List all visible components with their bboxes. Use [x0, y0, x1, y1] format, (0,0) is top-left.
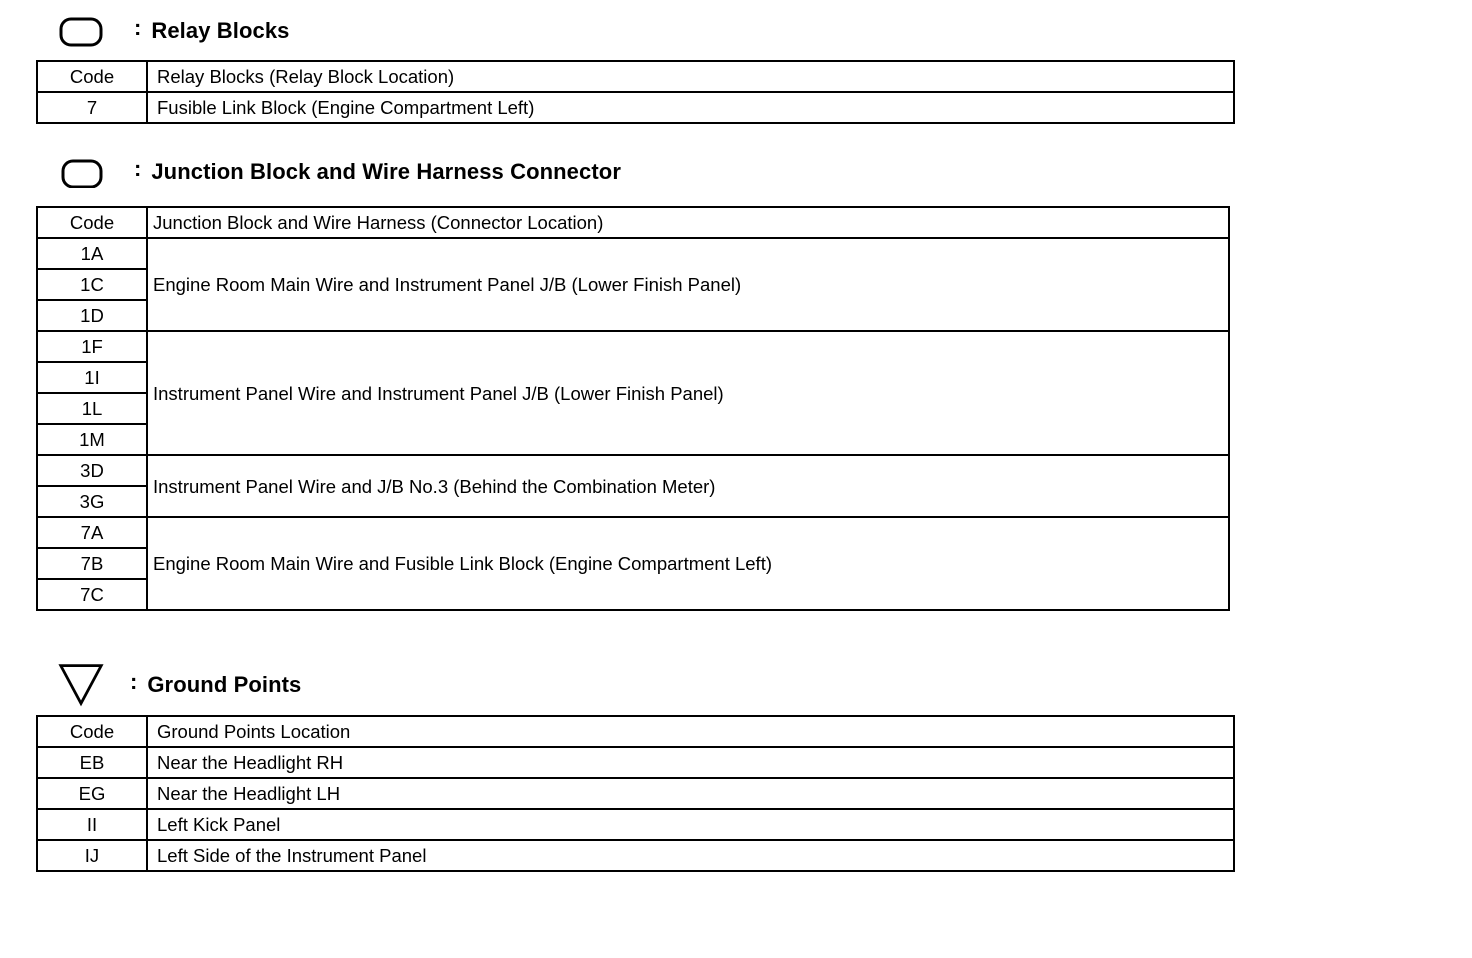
- table-header-row: [37, 207, 1229, 238]
- location-cell: Near the Headlight LH: [147, 778, 1234, 809]
- relay-blocks-heading: [58, 11, 290, 51]
- code-header: Code: [37, 207, 147, 238]
- table-row: [37, 331, 1229, 362]
- code-cell: 1A: [37, 238, 147, 269]
- table-row: [37, 238, 1229, 269]
- section-title: Relay Blocks: [151, 18, 290, 43]
- rounded-rectangle-icon: [58, 156, 104, 188]
- code-cell: 1C: [37, 269, 147, 300]
- location-header: Ground Points Location: [147, 716, 1234, 747]
- heading-colon: :: [134, 15, 142, 40]
- table-row: [37, 455, 1229, 486]
- code-cell: 1D: [37, 300, 147, 331]
- location-cell: Instrument Panel Wire and J/B No.3 (Behind the Combination Meter): [147, 455, 1229, 517]
- code-header: Code: [37, 716, 147, 747]
- ground-points-heading: [58, 660, 301, 710]
- rounded-rectangle-icon: [58, 15, 104, 47]
- code-cell: EG: [37, 778, 147, 809]
- code-cell: 1I: [37, 362, 147, 393]
- location-cell: Left Side of the Instrument Panel: [147, 840, 1234, 871]
- location-cell: Instrument Panel Wire and Instrument Panel J/B (Lower Finish Panel): [147, 331, 1229, 455]
- location-cell: Engine Room Main Wire and Instrument Panel J/B (Lower Finish Panel): [147, 238, 1229, 331]
- heading-colon: :: [134, 156, 142, 181]
- location-cell: Fusible Link Block (Engine Compartment Left): [147, 92, 1234, 123]
- location-header: Relay Blocks (Relay Block Location): [147, 61, 1234, 92]
- code-cell: 1L: [37, 393, 147, 424]
- code-cell: EB: [37, 747, 147, 778]
- heading-colon: :: [130, 669, 138, 694]
- table-row: [37, 92, 1234, 123]
- table-row: [37, 840, 1234, 871]
- code-cell: 3G: [37, 486, 147, 517]
- section-title: Junction Block and Wire Harness Connector: [151, 159, 621, 184]
- table-header-row: [37, 61, 1234, 92]
- location-header: Junction Block and Wire Harness (Connector Location): [147, 207, 1229, 238]
- junction-block-table: [36, 206, 1230, 611]
- table-row: [37, 747, 1234, 778]
- code-cell: 1M: [37, 424, 147, 455]
- table-header-row: [37, 716, 1234, 747]
- code-cell: 7B: [37, 548, 147, 579]
- location-cell: Near the Headlight RH: [147, 747, 1234, 778]
- code-cell: 7: [37, 92, 147, 123]
- table-row: [37, 809, 1234, 840]
- junction-block-heading: [58, 152, 621, 192]
- code-cell: IJ: [37, 840, 147, 871]
- code-header: Code: [37, 61, 147, 92]
- down-triangle-icon: [58, 660, 104, 710]
- table-row: [37, 778, 1234, 809]
- code-cell: 3D: [37, 455, 147, 486]
- relay-blocks-table: [36, 60, 1235, 124]
- code-cell: II: [37, 809, 147, 840]
- location-cell: Engine Room Main Wire and Fusible Link Block (Engine Compartment Left): [147, 517, 1229, 610]
- location-cell: Left Kick Panel: [147, 809, 1234, 840]
- section-title: Ground Points: [147, 672, 302, 697]
- ground-points-table: [36, 715, 1235, 872]
- code-cell: 7C: [37, 579, 147, 610]
- code-cell: 1F: [37, 331, 147, 362]
- table-row: [37, 517, 1229, 548]
- code-cell: 7A: [37, 517, 147, 548]
